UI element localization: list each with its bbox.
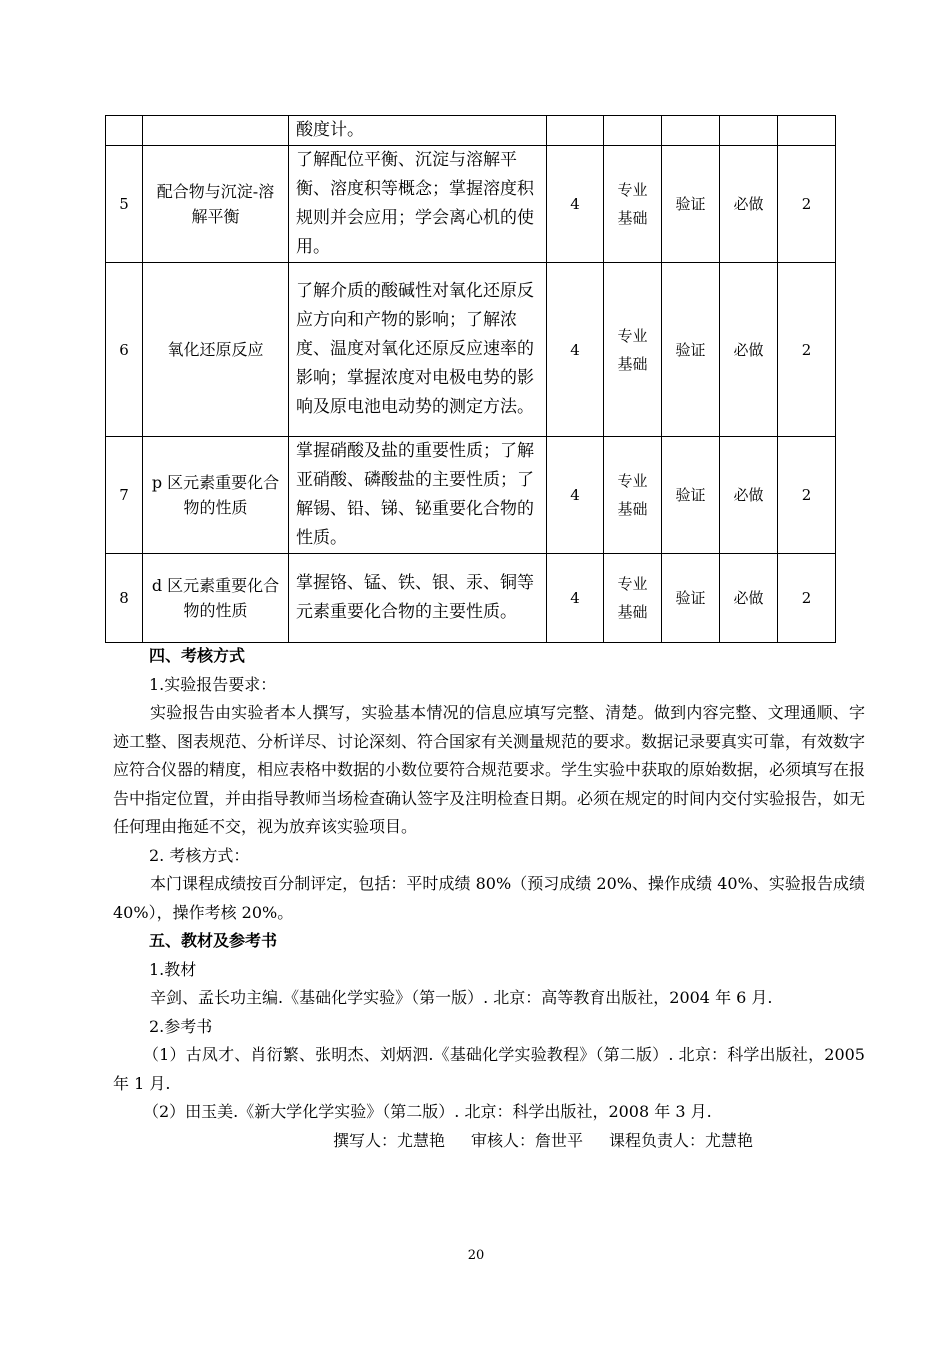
experiment-name: d 区元素重要化合物的性质: [143, 554, 289, 643]
experiment-name: 配合物与沉淀-溶解平衡: [143, 146, 289, 263]
subheading-report-requirements: 1.实验报告要求：: [149, 674, 277, 694]
experiment-category: 专业基础: [604, 263, 662, 437]
experiment-table: [105, 115, 836, 643]
experiment-category: 专业基础: [604, 554, 662, 643]
reference-item-1: （1）古凤才、肖衍繁、张明杰、刘炳泗.《基础化学实验教程》（第二版）. 北京：科学出版社，2005 年 1 月.: [113, 1045, 865, 1093]
writer-signature: 撰写人：尤慧艳: [333, 1130, 446, 1150]
experiment-requirement: 必做: [720, 554, 778, 643]
table-row: [106, 146, 836, 263]
page-number: 20: [467, 1248, 485, 1263]
table-cell-content: 酸度计。: [289, 116, 547, 146]
body-text: [113, 642, 865, 1155]
experiment-category: 专业基础: [604, 146, 662, 263]
paragraph-report-requirements: 实验报告由实验者本人撰写，实验基本情况的信息应填写完整、清楚。做到内容完整、文理通顺、字迹工整、图表规范、分析详尽、讨论深刻、符合国家有关测量规范的要求。数据记录要真实可靠，有效数字应符合仪器的精度，相应表格中数据的小数位要符合规范要求。学生实验中获取的原始数据，必须填写在报告中指定位置，并由指导教师当场检查确认签字及注明检查日期。必须在规定的时间内交付实验报告，如无任何理由拖延不交，视为放弃该实验项目。: [113, 703, 866, 836]
experiment-hours: 4: [547, 437, 604, 554]
experiment-name: p 区元素重要化合物的性质: [143, 437, 289, 554]
experiment-category: 专业基础: [604, 437, 662, 554]
section-heading-assessment: 四、考核方式: [149, 646, 246, 665]
experiment-group-size: 2: [778, 554, 836, 643]
experiment-hours: 4: [547, 263, 604, 437]
experiment-hours: 4: [547, 146, 604, 263]
experiment-content: 了解介质的酸碱性对氧化还原反应方向和产物的影响；了解浓度、温度对氧化还原反应速率的影响；掌握浓度对电极电势的影响及原电池电动势的测定方法。: [289, 263, 547, 437]
experiment-number: 6: [106, 263, 143, 437]
experiment-group-size: 2: [778, 146, 836, 263]
table-row: [106, 263, 836, 437]
subheading-textbook: 1.教材: [149, 959, 197, 979]
experiment-group-size: 2: [778, 437, 836, 554]
table-row: [106, 554, 836, 643]
experiment-type: 验证: [662, 146, 720, 263]
experiment-content: 掌握硝酸及盐的重要性质；了解亚硝酸、磷酸盐的主要性质；了解锡、铅、锑、铋重要化合物的性质。: [289, 437, 547, 554]
experiment-requirement: 必做: [720, 146, 778, 263]
experiment-type: 验证: [662, 437, 720, 554]
paragraph-assessment-method: 本门课程成绩按百分制评定，包括：平时成绩 80%（预习成绩 20%、操作成绩 40%、实验报告成绩 40%），操作考核 20%。: [113, 874, 865, 922]
section-heading-textbooks: 五、教材及参考书: [149, 931, 278, 950]
subheading-references: 2.参考书: [149, 1016, 213, 1036]
subheading-assessment-method: 2. 考核方式：: [149, 845, 250, 865]
experiment-type: 验证: [662, 263, 720, 437]
experiment-name: 氧化还原反应: [143, 263, 289, 437]
reference-item-2: （2）田玉美.《新大学化学实验》（第二版）. 北京：科学出版社，2008 年 3 月.: [143, 1102, 712, 1121]
experiment-requirement: 必做: [720, 263, 778, 437]
table-row-continuation: [106, 116, 836, 146]
textbook-reference: 辛剑、孟长功主编.《基础化学实验》（第一版）. 北京：高等教育出版社，2004 年 6 月.: [150, 988, 773, 1007]
experiment-content: 了解配位平衡、沉淀与溶解平衡、溶度积等概念；掌握溶度积规则并会应用；学会离心机的使用。: [289, 146, 547, 263]
experiment-hours: 4: [547, 554, 604, 643]
signature-line: [113, 1127, 865, 1156]
experiment-group-size: 2: [778, 263, 836, 437]
table-row: [106, 437, 836, 554]
responsible-signature: 课程负责人：尤慧艳: [609, 1130, 754, 1150]
experiment-number: 5: [106, 146, 143, 263]
experiment-content: 掌握铬、锰、铁、银、汞、铜等元素重要化合物的主要性质。: [289, 554, 547, 643]
experiment-requirement: 必做: [720, 437, 778, 554]
experiment-type: 验证: [662, 554, 720, 643]
experiment-number: 8: [106, 554, 143, 643]
experiment-number: 7: [106, 437, 143, 554]
reviewer-signature: 审核人：詹世平: [471, 1130, 584, 1150]
